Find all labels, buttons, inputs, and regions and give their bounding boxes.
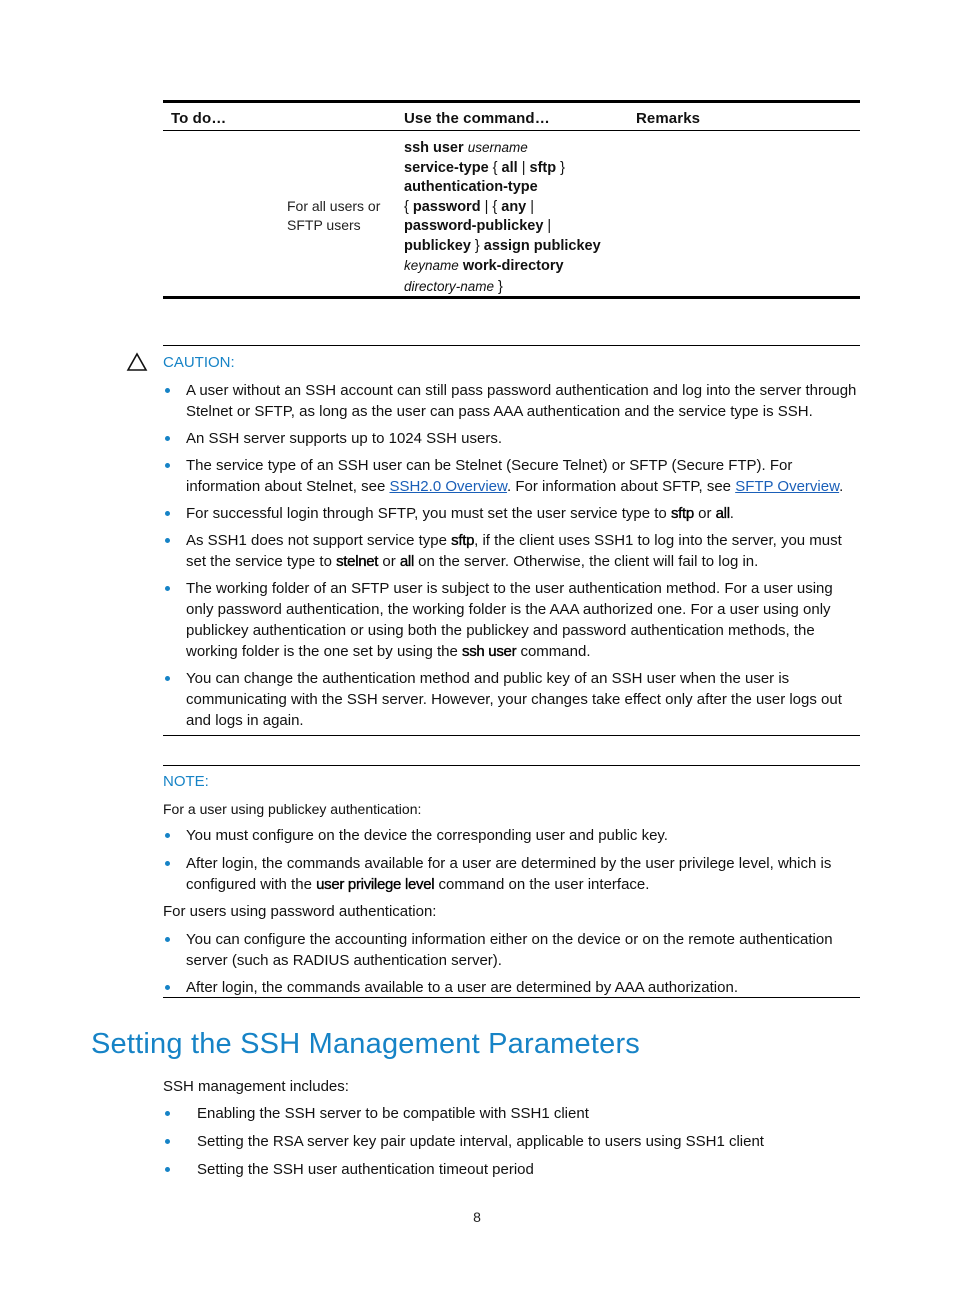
command-line xyxy=(404,198,601,218)
text-run: As SSH1 does not support service type xyxy=(186,532,452,549)
text-run: The service type of an SSH user can be Stelnet (Secure Telnet) or SFTP (Secure FTP). For information about Stelnet, see xyxy=(186,457,793,495)
list-item xyxy=(163,929,863,971)
command-line xyxy=(404,159,601,179)
command-keyword: authentication-type xyxy=(404,179,538,195)
list-item xyxy=(163,825,863,846)
text-run: . For information about SFTP, see xyxy=(507,478,736,495)
note-top-rule xyxy=(163,765,860,766)
table-header-command: Use the command… xyxy=(404,110,550,127)
command-line xyxy=(404,256,601,277)
list-item xyxy=(163,455,863,497)
list-item xyxy=(163,1103,863,1124)
text-run: . xyxy=(729,505,734,522)
command-keyword: work-directory xyxy=(462,258,564,274)
text-run: For successful login through SFTP, you must set the user service type to xyxy=(186,505,671,522)
table-column-separator xyxy=(279,132,280,296)
command-keyword: sftp xyxy=(529,159,557,176)
table-header-remarks: Remarks xyxy=(636,110,701,127)
keyword: sftp xyxy=(451,532,475,549)
text-run: The working folder of an SFTP user is subject to the user authentication method. For a user using only password authentication, the working folder is the AAA authorized one. For a user using only publickey authentication or using both the publickey and password authentication methods, the working folder is the one set by using the xyxy=(186,580,833,660)
caution-title: CAUTION: xyxy=(163,354,235,371)
caution-top-rule xyxy=(163,345,860,346)
list-item xyxy=(163,977,863,998)
text-run: | xyxy=(517,159,530,176)
keyword: user privilege level xyxy=(316,876,435,893)
note-publickey-list xyxy=(163,825,863,902)
table-top-rule xyxy=(163,100,860,103)
text-run: | xyxy=(543,218,552,234)
cross-reference-link[interactable]: SSH2.0 Overview xyxy=(389,478,508,495)
note-intro-password: For users using password authentication: xyxy=(163,903,437,920)
text-run: or xyxy=(693,505,716,522)
keyword: stelnet xyxy=(336,553,379,570)
text-run: } xyxy=(470,237,484,254)
list-item xyxy=(163,1131,863,1152)
text-run: command on the user interface. xyxy=(434,876,650,893)
text-run: { xyxy=(404,198,413,215)
text-run: . xyxy=(839,478,844,495)
command-keyword: ssh user xyxy=(404,140,464,156)
command-keyword: any xyxy=(501,198,527,215)
command-keyword: password-publickey xyxy=(404,218,544,234)
note-password-list xyxy=(163,929,863,1004)
text-run: Setting the RSA server key pair update interval, applicable to users using SSH1 client xyxy=(197,1133,764,1150)
command-argument: username xyxy=(467,140,528,155)
command-argument: directory-name xyxy=(404,278,495,294)
table-cell-command xyxy=(404,138,601,297)
command-line xyxy=(404,178,601,198)
keyword: all xyxy=(399,553,414,570)
text-run: on the server. Otherwise, the client will fail to log in. xyxy=(413,553,759,570)
text-run: You must configure on the device the corresponding user and public key. xyxy=(186,827,668,844)
table-header-todo: To do… xyxy=(171,110,227,127)
text-run: After login, the commands available for a user are determined by the user privilege level, which is configured with the xyxy=(186,855,832,893)
command-keyword: publickey xyxy=(404,237,471,254)
command-line xyxy=(404,277,601,298)
text-run: Setting the SSH user authentication timeout period xyxy=(197,1161,534,1178)
text-run: , if the client uses SSH1 to log into the server, you must set the service type to xyxy=(186,532,842,570)
text-run: } xyxy=(494,278,503,295)
caution-list xyxy=(163,380,863,737)
list-item xyxy=(163,428,863,449)
keyword: sftp xyxy=(670,505,694,522)
table-cell-todo xyxy=(287,197,380,235)
text-run: After login, the commands available to a user are determined by AAA authorization. xyxy=(186,979,738,996)
text-run: Enabling the SSH server to be compatible with SSH1 client xyxy=(197,1105,589,1122)
text-run: | xyxy=(526,198,535,215)
command-line xyxy=(404,138,601,159)
todo-line: SFTP users xyxy=(287,217,361,233)
command-argument: keyname xyxy=(404,258,459,273)
command-line xyxy=(404,217,601,237)
note-intro-publickey: For a user using publickey authentication: xyxy=(163,801,422,817)
list-item xyxy=(163,530,863,572)
table-column-separator xyxy=(395,132,396,296)
list-item xyxy=(163,503,863,524)
text-run: A user without an SSH account can still pass password authentication and log into the server through Stelnet or SFTP, as long as the user can pass AAA authentication and the service type is SSH. xyxy=(186,382,857,420)
text-run: { xyxy=(488,159,502,176)
text-run: You can change the authentication method and public key of an SSH user when the user is communicating with the SSH server. However, your changes take effect only after the user logs out and logs in again. xyxy=(186,670,842,729)
caution-bottom-rule xyxy=(163,735,860,736)
text-run: An SSH server supports up to 1024 SSH users. xyxy=(186,430,502,447)
text-run: command. xyxy=(516,643,591,660)
command-keyword: service-type xyxy=(404,159,489,176)
list-item xyxy=(163,380,863,422)
list-item xyxy=(163,578,863,662)
command-keyword: assign publickey xyxy=(483,237,601,254)
text-run: | { xyxy=(480,198,502,215)
list-item xyxy=(163,853,863,895)
todo-line: For all users or xyxy=(287,198,381,214)
section-intro: SSH management includes: xyxy=(163,1078,349,1095)
text-run: or xyxy=(378,553,400,570)
list-item xyxy=(163,1159,863,1180)
list-item xyxy=(163,668,863,731)
section-list xyxy=(163,1103,863,1187)
keyword: all xyxy=(715,505,730,522)
table-bottom-rule xyxy=(163,296,860,299)
section-heading: Setting the SSH Management Parameters xyxy=(91,1028,641,1060)
page-number: 8 xyxy=(473,1209,481,1225)
text-run: You can configure the accounting information either on the device or on the remote authentication server (such as RADIUS authentication server). xyxy=(186,931,833,969)
command-line xyxy=(404,237,601,257)
keyword: ssh user xyxy=(462,643,517,660)
command-keyword: all xyxy=(501,159,518,176)
caution-triangle-icon xyxy=(126,352,148,372)
text-run: } xyxy=(556,159,565,176)
cross-reference-link[interactable]: SFTP Overview xyxy=(735,478,840,495)
table-column-separator xyxy=(627,132,628,296)
command-keyword: password xyxy=(412,198,481,215)
note-bottom-rule xyxy=(163,997,860,998)
table-header-rule xyxy=(163,130,860,131)
note-title: NOTE: xyxy=(163,773,209,790)
